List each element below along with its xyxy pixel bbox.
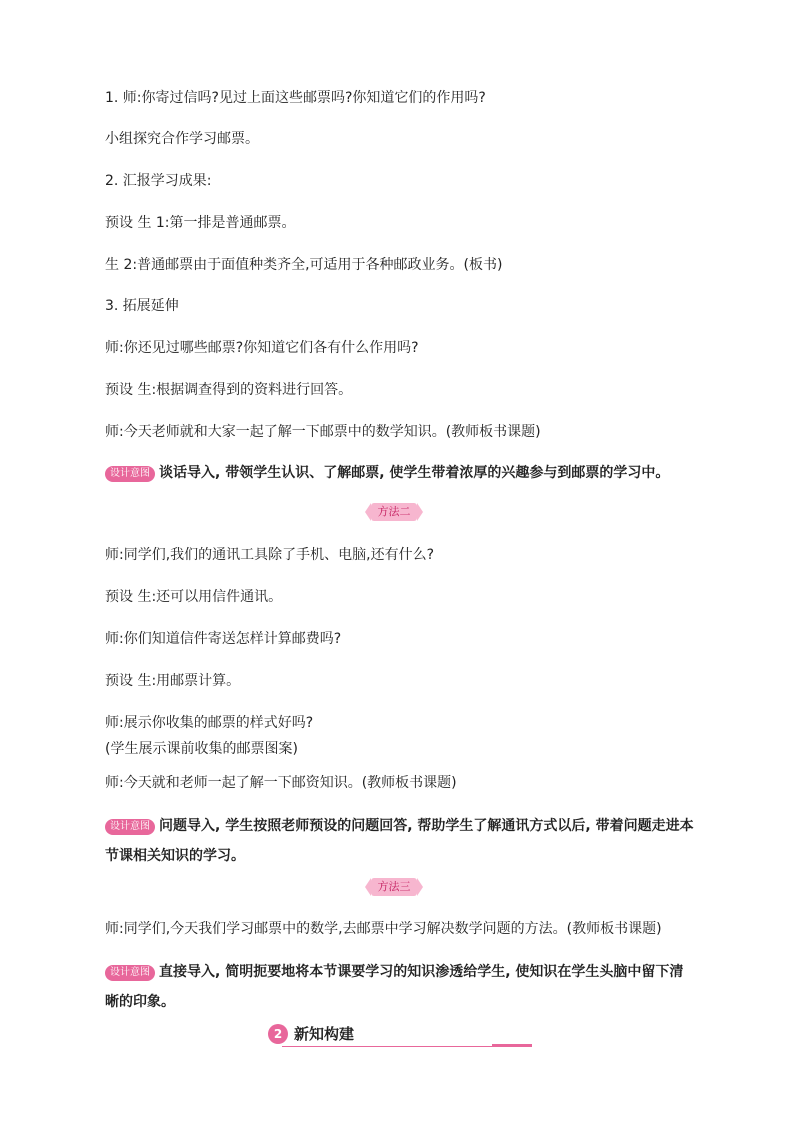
section-title: 新知构建	[294, 1025, 355, 1043]
design-intent-badge: 设计意图	[105, 965, 155, 981]
text-line-3: 2. 汇报学习成果:	[105, 173, 212, 189]
method-three-tag: 方法三	[371, 878, 417, 896]
design-intent-1	[105, 463, 669, 483]
design-intent-2	[105, 816, 694, 836]
design-intent-badge: 设计意图	[105, 819, 155, 835]
design-intent-3	[105, 962, 683, 982]
text-line-15: (学生展示课前收集的邮票图案)	[105, 741, 298, 757]
text-line-17: 师:同学们,今天我们学习邮票中的数学,去邮票中学习解决数学问题的方法。(教师板书课题)	[105, 921, 662, 937]
section-underline	[282, 1046, 532, 1047]
text-line-13: 预设 生:用邮票计算。	[105, 673, 241, 689]
text-line-9: 师:今天老师就和大家一起了解一下邮票中的数学知识。(教师板书课题)	[105, 424, 541, 440]
method-two-tag: 方法二	[371, 503, 417, 521]
text-line-7: 师:你还见过哪些邮票?你知道它们各有什么作用吗?	[105, 340, 419, 356]
text-line-4: 预设 生 1:第一排是普通邮票。	[105, 215, 296, 231]
text-line-1: 1. 师:你寄过信吗?见过上面这些邮票吗?你知道它们的作用吗?	[105, 90, 486, 106]
text-line-11: 预设 生:还可以用信件通讯。	[105, 589, 283, 605]
design-intent-badge: 设计意图	[105, 466, 155, 482]
design-intent-text: 问题导入, 学生按照老师预设的问题回答, 帮助学生了解通讯方式以后, 带着问题走进本	[159, 818, 694, 834]
design-intent-text: 直接导入, 简明扼要地将本节课要学习的知识渗透给学生, 使知识在学生头脑中留下清	[159, 964, 684, 980]
text-line-14: 师:展示你收集的邮票的样式好吗?	[105, 715, 314, 731]
section-number: 2	[268, 1024, 288, 1044]
design-intent-2-cont: 节课相关知识的学习。	[105, 848, 245, 864]
design-intent-3-cont: 晰的印象。	[105, 994, 175, 1010]
text-line-6: 3. 拓展延伸	[105, 298, 179, 314]
text-line-10: 师:同学们,我们的通讯工具除了手机、电脑,还有什么?	[105, 547, 435, 563]
text-line-5: 生 2:普通邮票由于面值种类齐全,可适用于各种邮政业务。(板书)	[105, 257, 503, 273]
text-line-8: 预设 生:根据调查得到的资料进行回答。	[105, 382, 353, 398]
design-intent-text: 谈话导入, 带领学生认识、了解邮票, 使学生带着浓厚的兴趣参与到邮票的学习中。	[159, 465, 670, 481]
text-line-2: 小组探究合作学习邮票。	[105, 131, 259, 147]
text-line-12: 师:你们知道信件寄送怎样计算邮费吗?	[105, 631, 342, 647]
text-line-16: 师:今天就和老师一起了解一下邮资知识。(教师板书课题)	[105, 775, 457, 791]
section-heading	[268, 1022, 533, 1048]
